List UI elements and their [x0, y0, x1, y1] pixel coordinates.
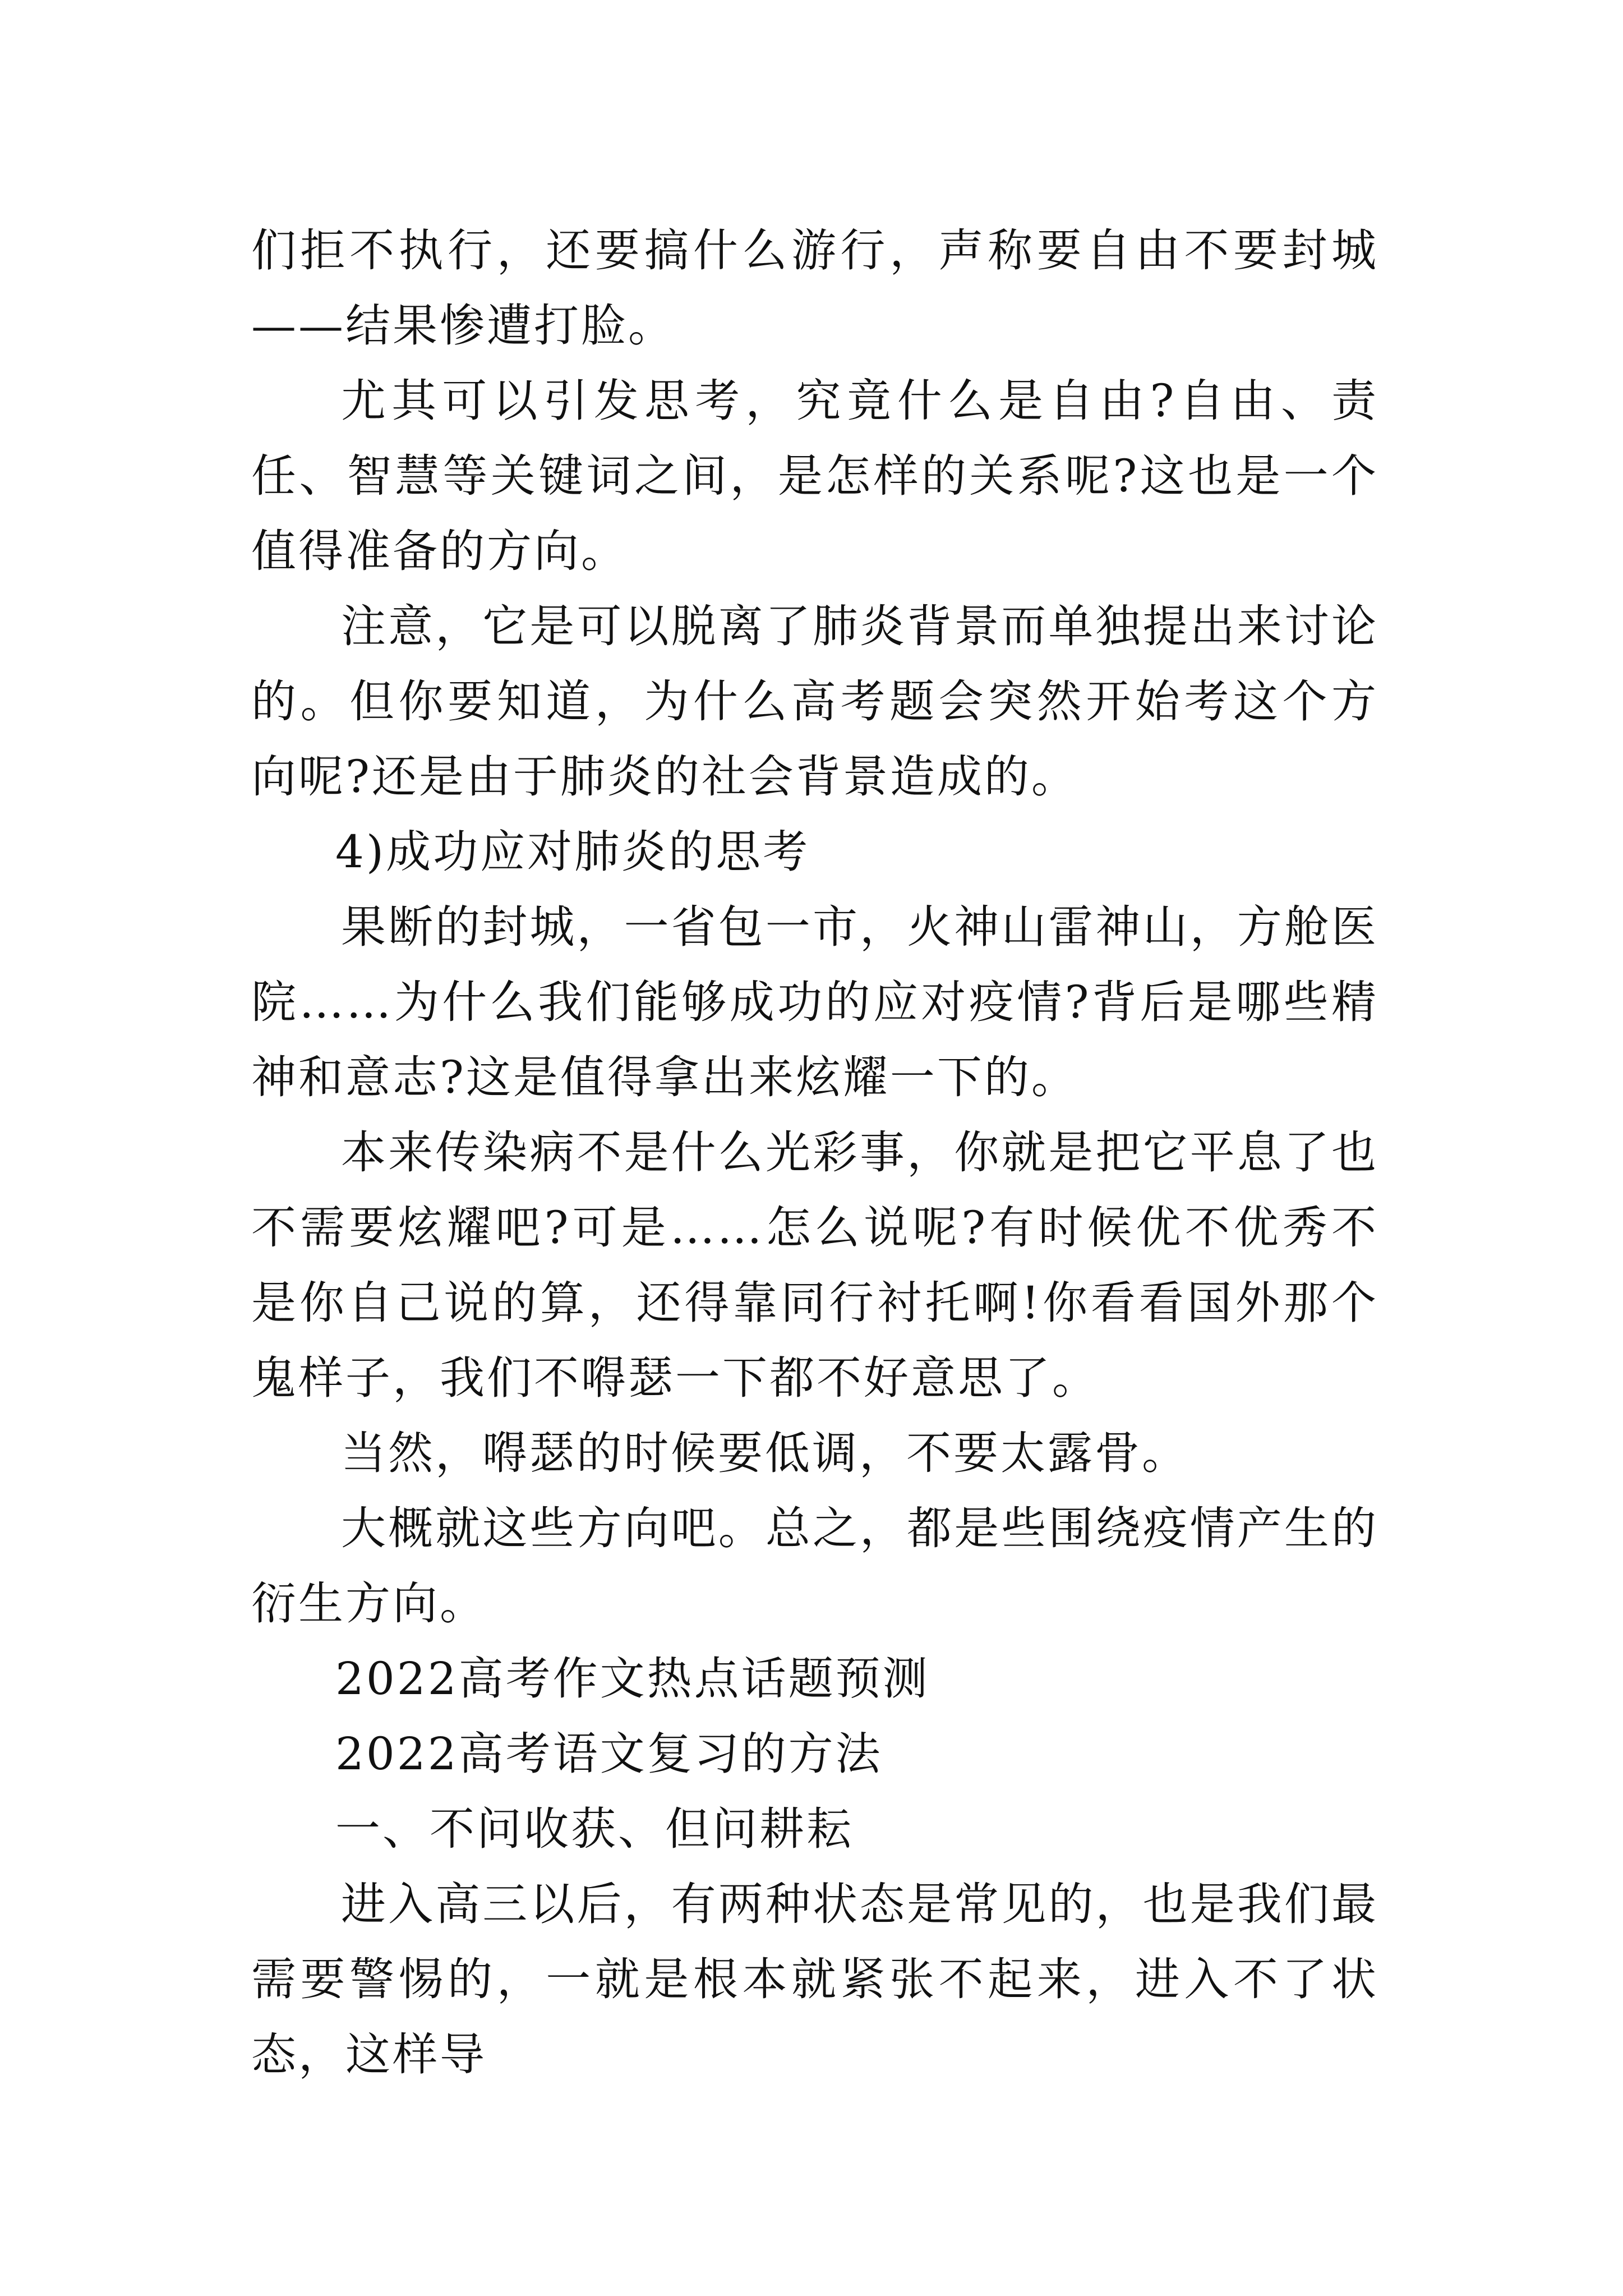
paragraph: 注意，它是可以脱离了肺炎背景而单独提出来讨论的。但你要知道，为什么高考题会突然开始考这个方向呢?还是由于肺炎的社会背景造成的。 — [251, 600, 1378, 803]
paragraph: 大概就这些方向吧。总之，都是些围绕疫情产生的衍生方向。 — [251, 1502, 1378, 1630]
paragraph: 当然，嘚瑟的时候要低调，不要太露骨。 — [341, 1427, 1189, 1479]
document-body — [251, 213, 1378, 2092]
paragraph: 本来传染病不是什么光彩事，你就是把它平息了也不需要炫耀吧?可是……怎么说呢?有时候优不优秀不是你自己说的算，还得靠同行衬托啊!你看看国外那个鬼样子，我们不嘚瑟一下都不好意思了。 — [251, 1126, 1378, 1404]
section-heading: 一、不问收获、但问耕耘 — [335, 1803, 854, 1855]
paragraph: 进入高三以后，有两种状态是常见的，也是我们最需要警惕的，一就是根本就紧张不起来，进入不了状态，这样导 — [251, 1878, 1378, 2081]
section-heading: 4)成功应对肺炎的思考 — [335, 826, 810, 878]
paragraph: 尤其可以引发思考，究竟什么是自由?自由、责任、智慧等关键词之间，是怎样的关系呢?这也是一个值得准备的方向。 — [251, 375, 1378, 577]
paragraph: 果断的封城，一省包一市，火神山雷神山，方舱医院……为什么我们能够成功的应对疫情?背后是哪些精神和意志?这是值得拿出来炫耀一下的。 — [251, 901, 1378, 1103]
section-heading: 2022高考语文复习的方法 — [335, 1728, 883, 1780]
section-heading: 2022高考作文热点话题预测 — [335, 1653, 930, 1705]
paragraph: 们拒不执行，还要搞什么游行，声称要自由不要封城——结果惨遭打脸。 — [251, 224, 1378, 352]
